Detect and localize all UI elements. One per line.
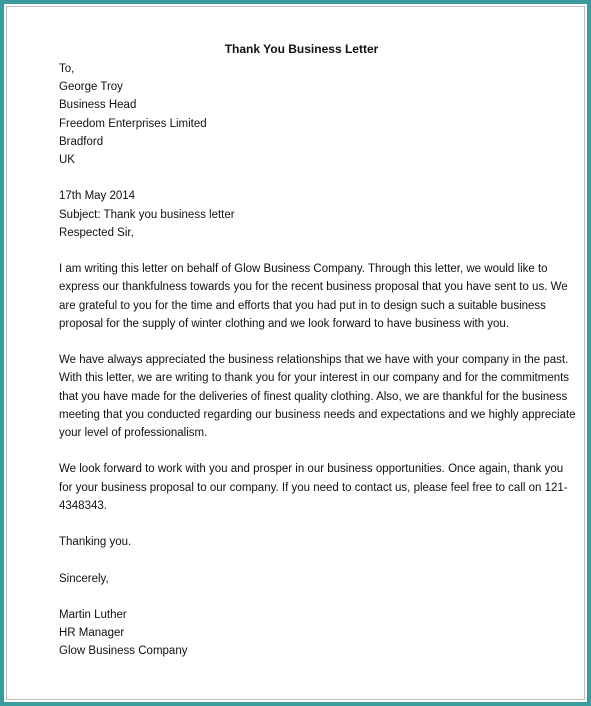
recipient-city: Bradford bbox=[59, 135, 104, 148]
recipient-position: Business Head bbox=[59, 99, 137, 112]
paragraph-line: express our thankfulness towards you for the recent business proposal that you have sent to us. We bbox=[59, 281, 568, 294]
closing-line: Sincerely, bbox=[59, 572, 109, 585]
recipient-to: To, bbox=[59, 63, 75, 75]
paragraph-2 bbox=[59, 351, 576, 442]
paragraph-line: I am writing this letter on behalf of Glow Business Company. Through this letter, we would like to bbox=[59, 263, 548, 276]
recipient-company: Freedom Enterprises Limited bbox=[59, 117, 207, 130]
sender-block bbox=[59, 606, 544, 661]
sender-name: Martin Luther bbox=[59, 608, 127, 621]
paragraph-line: We have always appreciated the business relationships that we have with your company in the past. bbox=[59, 354, 569, 367]
letter-body bbox=[59, 40, 576, 661]
paragraph-line: We look forward to work with you and prosper in our business opportunities. Once again, thank you bbox=[59, 463, 564, 476]
paragraph-3 bbox=[59, 460, 568, 515]
paragraph-line: With this letter, we are writing to thank you for your interest in our company and for the commitments bbox=[59, 372, 570, 385]
paragraph-1 bbox=[59, 260, 568, 333]
paragraph-line: your level of professionalism. bbox=[59, 427, 208, 440]
paragraph-line: that you have made for the deliveries of finest quality clothing. Also, we are thankful for the business bbox=[59, 390, 568, 403]
paragraph-line: meeting that you conducted regarding our business needs and expectations and we highly appreciate bbox=[59, 408, 576, 421]
thanks-line: Thanking you. bbox=[59, 536, 132, 549]
letter-subject: Subject: Thank you business letter bbox=[59, 208, 235, 221]
paragraph-line: proposal for the supply of winter clothing and we look forward to have business with you. bbox=[59, 317, 510, 330]
letter-date: 17th May 2014 bbox=[59, 190, 136, 203]
paragraph-line: 4348343. bbox=[59, 499, 107, 512]
recipient-block bbox=[59, 60, 544, 169]
recipient-country: UK bbox=[59, 154, 75, 167]
sender-company: Glow Business Company bbox=[59, 645, 188, 658]
paragraph-line: are grateful to you for the time and efforts that you had put in to design such a suitable business bbox=[59, 299, 546, 312]
recipient-name: George Troy bbox=[59, 81, 123, 94]
letter-title: Thank You Business Letter bbox=[224, 42, 379, 56]
paragraph-line: for your business proposal to our company. If you need to contact us, please feel free to call on 121- bbox=[59, 481, 568, 494]
letter-greeting: Respected Sir, bbox=[59, 226, 134, 239]
sender-position: HR Manager bbox=[59, 627, 125, 640]
